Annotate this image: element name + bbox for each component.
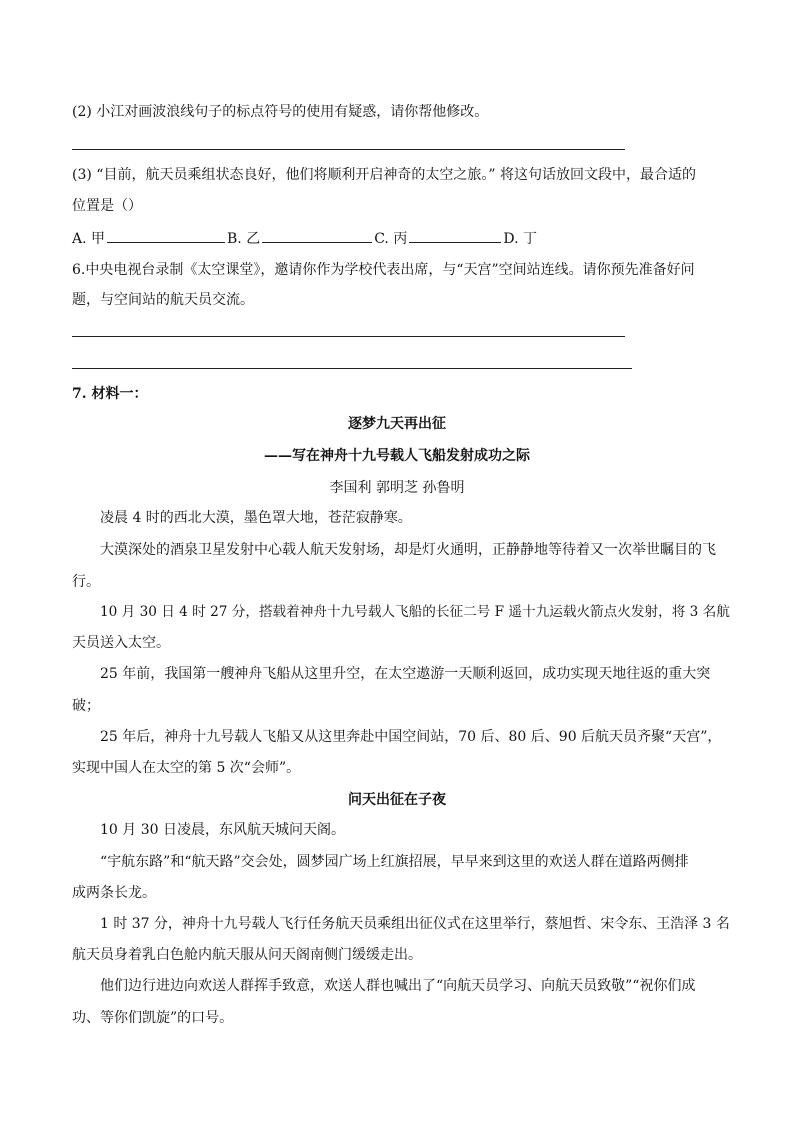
question-3-options	[72, 228, 537, 249]
paragraph-7-line-2: 成两条长龙。	[72, 885, 156, 901]
question-7-label: 7. 材料一：	[72, 386, 148, 402]
paragraph-8-line-2: 航天员身着乳白色舱内航天服从问天阁南侧门缓缓走出。	[72, 947, 422, 963]
option-b-blank	[262, 228, 372, 243]
paragraph-5-line-2: 实现中国人在太空的第 5 次“会师”。	[72, 760, 301, 776]
paragraph-9-line-2: 功、等你们凯旋”的口号。	[72, 1010, 234, 1026]
option-b[interactable]: B. 乙	[227, 231, 261, 247]
answer-line-q2[interactable]	[72, 149, 625, 150]
option-c[interactable]: C. 丙	[374, 231, 408, 247]
article-subtitle: ——写在神舟十九号载人飞船发射成功之际	[264, 448, 530, 464]
section-title: 问天出征在子夜	[348, 792, 446, 808]
paragraph-3-line-1: 10 月 30 日 4 时 27 分，搭载着神舟十九号载人飞船的长征二号 F 遥十九运载火箭点火发射，将 3 名航	[100, 604, 730, 620]
option-d[interactable]: D. 丁	[503, 231, 537, 247]
paragraph-5-line-1: 25 年后，神舟十九号载人飞船又从这里奔赴中国空间站，70 后、80 后、90 后航天员齐聚“天宫”，	[100, 729, 722, 745]
paragraph-3-line-2: 天员送入太空。	[72, 635, 170, 651]
paragraph-2-line-2: 行。	[72, 574, 100, 590]
paragraph-7-line-1: “宇航东路”和“航天路”交会处，圆梦园广场上红旗招展，早早来到这里的欢送人群在道路两侧排	[100, 854, 689, 870]
question-6-line-1: 6.中央电视台录制《太空课堂》，邀请你作为学校代表出席，与“天宫”空间站连线。请你预先准备好问	[72, 262, 695, 278]
paragraph-6: 10 月 30 日凌晨，东风航天城问天阁。	[100, 822, 345, 838]
paragraph-4-line-2: 破；	[72, 698, 100, 714]
paragraph-1: 凌晨 4 时的西北大漠，墨色罩大地，苍茫寂静寒。	[100, 510, 412, 526]
paragraph-4-line-1: 25 年前，我国第一艘神舟飞船从这里升空，在太空遨游一天顺利返回，成功实现天地往返的重大突	[100, 666, 711, 682]
question-2: (2) 小江对画波浪线句子的标点符号的使用有疑惑，请你帮他修改。	[72, 104, 489, 120]
question-6-line-2: 题，与空间站的航天员交流。	[72, 292, 254, 308]
answer-line-q6-2[interactable]	[72, 368, 632, 369]
paragraph-8-line-1: 1 时 37 分，神舟十九号载人飞行任务航天员乘组出征仪式在这里举行，蔡旭哲、宋令东、王浩泽 3 名	[100, 916, 730, 932]
paragraph-9-line-1: 他们边行进边向欢送人群挥手致意，欢送人群也喊出了“向航天员学习、向航天员致敬”“祝你们成	[100, 978, 696, 994]
option-c-blank	[409, 228, 501, 243]
article-title: 逐梦九天再出征	[348, 416, 446, 432]
paragraph-2-line-1: 大漠深处的酒泉卫星发射中心载人航天发射场，却是灯火通明，正静静地等待着又一次举世瞩目的飞	[100, 542, 716, 558]
option-a[interactable]: A. 甲	[72, 231, 106, 247]
question-3-line-2: 位置是（）	[72, 198, 142, 214]
question-3-line-1: (3) “目前，航天员乘组状态良好，他们将顺利开启神奇的太空之旅。” 将这句话放回文段中，最合适的	[72, 167, 697, 183]
article-authors: 李国利 郭明芝 孙鲁明	[329, 480, 465, 496]
answer-line-q6-1[interactable]	[72, 336, 625, 337]
option-a-blank	[107, 228, 225, 243]
